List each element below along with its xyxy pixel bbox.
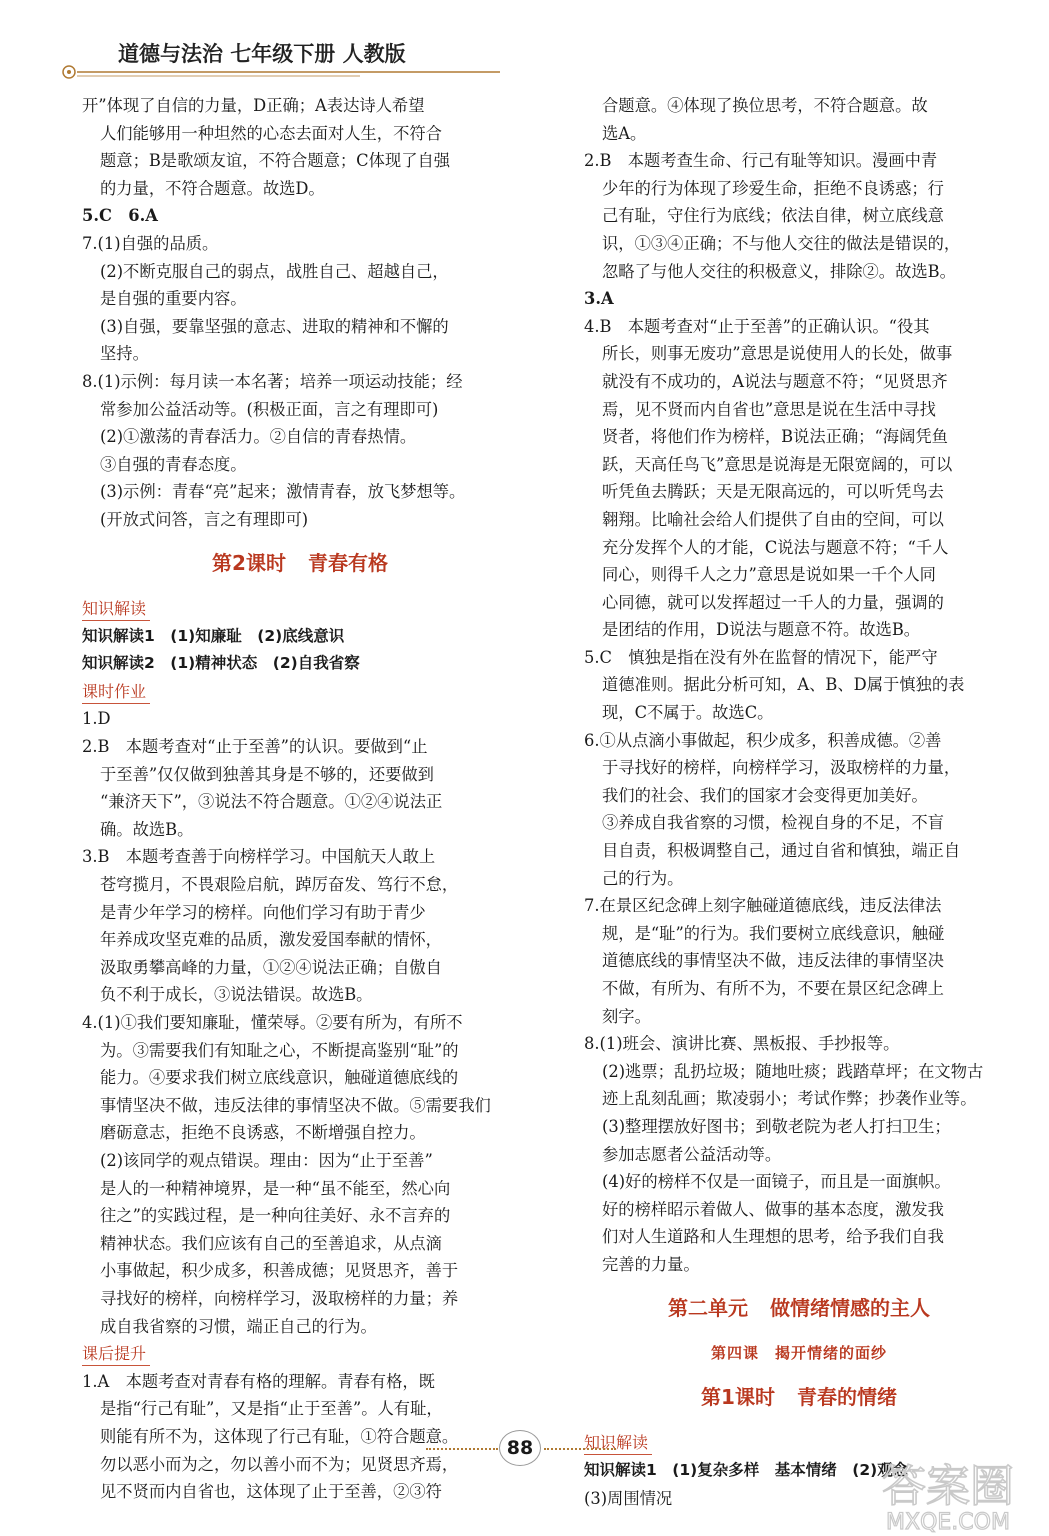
homework-line: 磨砺意志，拒绝不良诱惑，不断增强自控力。	[100, 1123, 426, 1143]
unit-heading-number: 第二单元	[668, 1295, 748, 1320]
answer-line: 所长，则事无废功”意思是说使用人的长处，做事	[602, 344, 953, 364]
homework-line: 年养成攻坚克难的品质，激发爱国奉献的情怀，	[100, 930, 442, 950]
homework-line: 是人的一种精神境界，是一种“虽不能至，然心向	[100, 1178, 451, 1198]
answer-line: 迹上乱刻乱画；欺凌弱小；考试作弊；抄袭作业等。	[602, 1089, 977, 1109]
header-title: 道德与法治 七年级下册 人教版	[118, 42, 406, 66]
page-header	[60, 38, 500, 78]
watermark-logo	[858, 1455, 1038, 1535]
lesson-heading-number: 第2课时	[212, 550, 286, 575]
right-column	[584, 92, 1014, 1512]
svg-text:MXQE.COM: MXQE.COM	[886, 1510, 1010, 1535]
answer-line: 规，是“耻”的行为。我们要树立底线意识，触碰	[602, 923, 945, 943]
answer-line: 就没有不成功的，A说法与题意不符；“见贤思齐	[602, 371, 948, 391]
answer-line: 听凭鱼去腾跃；天是无限高远的，可以听凭鸟去	[602, 482, 944, 502]
period-heading-title: 青春的情绪	[796, 1384, 897, 1409]
homework-line: 是青少年学习的榜样。向他们学习有助于青少	[100, 902, 426, 922]
answer-line: (2)逃票；乱扔垃圾；随地吐痰；践踏草坪；在文物古	[602, 1061, 984, 1081]
answer-line: (开放式问答，言之有理即可)	[100, 509, 309, 529]
answer-line: 现，C不属于。故选C。	[602, 703, 774, 723]
homework-line: 成自我省察的习惯，端正自己的行为。	[100, 1316, 377, 1336]
answer-line: (3)自强，要靠坚强的意志、进取的精神和不懈的	[100, 316, 449, 336]
lesson-heading-title: 青春有格	[307, 550, 388, 575]
knowledge-line: 知识解读1 (1)知廉耻 (2)底线意识	[82, 626, 345, 645]
answer-line: (2)不断克服自己的弱点，战胜自己、超越自己，	[100, 261, 449, 281]
footer-dots-right	[544, 1448, 616, 1450]
homework-line: 负不利于成长，③说法错误。故选B。	[100, 985, 373, 1005]
knowledge-tag: 知识解读	[82, 598, 150, 621]
answer-line: 7.(1)自强的品质。	[82, 233, 219, 253]
footer-dots-left	[426, 1448, 498, 1450]
header-decorative-rule	[60, 64, 500, 84]
answer-line: 道德底线的事情坚决不做，违反法律的事情坚决	[602, 951, 944, 971]
answer-line: 少年的行为体现了珍爱生命，拒绝不良诱惑；行	[602, 178, 944, 198]
homework-line: 4.(1)①我们要知廉耻，懂荣辱。②要有所为，有所不	[82, 1013, 463, 1032]
answer-line: 的力量，不符合题意。故选D。	[100, 178, 325, 198]
homework-line: 确。故选B。	[100, 819, 194, 839]
answer-line: 是团结的作用，D说法与题意不符。故选B。	[602, 620, 921, 640]
answer-line: 选A。	[602, 123, 647, 143]
answer-line: 2.B 本题考查生命、行己有耻等知识。漫画中青	[584, 151, 938, 171]
homework-line: 寻找好的榜样，向榜样学习，汲取榜样的力量；养	[100, 1288, 459, 1308]
answer-line: 跃，天高任鸟飞”意思是说海是无限宽阔的，可以	[602, 454, 953, 474]
page-number: 88	[499, 1430, 541, 1466]
answer-line: 己有耻，守住行为底线；依法自律，树立底线意	[602, 206, 944, 226]
unit-heading	[584, 1295, 1014, 1323]
period-heading	[584, 1384, 1014, 1412]
answer-line: (2)①激荡的青春活力。②自信的青春热情。	[100, 427, 417, 447]
homework-line: 2.B 本题考查对“止于至善”的认识。要做到“止	[82, 737, 428, 757]
answer-line: 常参加公益活动等。(积极正面，言之有理即可)	[100, 399, 439, 419]
after-class-line: 见不贤而内自省也，这体现了止于至善，②③符	[100, 1482, 442, 1502]
answer-line: 刻字。	[602, 1006, 651, 1026]
answer-line: 完善的力量。	[602, 1254, 700, 1274]
answer-line: (4)好的榜样不仅是一面镜子，而且是一面旗帜。	[602, 1172, 951, 1192]
answer-line: 不做，有所为、有所不为，不要在景区纪念碑上	[602, 979, 944, 998]
knowledge-line: 知识解读1 (1)复杂多样 基本情绪 (2)观念	[584, 1460, 909, 1479]
homework-line: 能力。④要求我们树立底线意识，触碰道德底线的	[100, 1068, 459, 1088]
answer-line: 5.C 6.A	[82, 206, 158, 226]
answer-line: 4.B 本题考查对“止于至善”的正确认识。“役其	[584, 316, 930, 336]
answer-line: 心同德，就可以发挥超过一千人的力量，强调的	[602, 592, 944, 612]
homework-line: 事情坚决不做，违反法律的事情坚决不做。⑤需要我们	[100, 1095, 491, 1115]
homework-line: 精神状态。我们应该有自己的至善追求，从点滴	[100, 1233, 442, 1253]
answer-line: 开”体现了自信的力量，D正确；A表达诗人希望	[82, 96, 425, 115]
homework-line: 小事做起，积少成多，积善成德；见贤思齐，善于	[100, 1261, 459, 1281]
answer-line: 识，①③④正确；不与他人交往的做法是错误的，	[602, 233, 961, 253]
homework-tag: 课时作业	[82, 681, 150, 704]
answer-line: 6.①从点滴小事做起，积少成多，积善成德。②善	[584, 730, 942, 750]
after-class-line: 是指“行己有耻”，又是指“止于至善”。人有耻，	[100, 1399, 443, 1419]
answer-line: 合题意。④体现了换位思考，不符合题意。故	[602, 96, 928, 115]
answer-line: 5.C 慎独是指在没有外在监督的情况下，能严守	[584, 647, 938, 667]
answer-line: 们对人生道路和人生理想的思考，给予我们自我	[602, 1227, 944, 1247]
answer-line: 忽略了与他人交往的积极意义，排除②。故选B。	[602, 261, 956, 281]
after-class-tag: 课后提升	[82, 1343, 150, 1366]
answer-line: 是自强的重要内容。	[100, 289, 247, 309]
answer-line: 翱翔。比喻社会给人们提供了自由的空间，可以	[602, 509, 944, 529]
answer-line: 参加志愿者公益活动等。	[602, 1144, 782, 1164]
answer-line: ③自强的青春态度。	[100, 454, 247, 474]
answer-line: (3)整理摆放好图书；到敬老院为老人打扫卫生；	[602, 1116, 951, 1136]
homework-line: 苍穹揽月，不畏艰险启航，踔厉奋发、笃行不怠，	[100, 875, 459, 895]
homework-line: 汲取勇攀高峰的力量，①②④说法正确；自傲自	[100, 957, 442, 977]
answer-line: 7.在景区纪念碑上刻字触碰道德底线，违反法律法	[584, 896, 942, 916]
unit-heading-title: 做情绪情感的主人	[770, 1295, 930, 1320]
answer-line: 题意；B是歌颂友谊，不符合题意；C体现了自强	[100, 151, 451, 171]
answer-line: 于寻找好的榜样，向榜样学习，汲取榜样的力量，	[602, 758, 961, 778]
homework-line: (2)该同学的观点错误。理由：因为“止于至善”	[100, 1150, 433, 1170]
knowledge-line: 知识解读2 (1)精神状态 (2)自我省察	[82, 654, 360, 673]
answer-line: 我们的社会、我们的国家才会变得更加美好。	[602, 785, 928, 805]
after-class-line: 1.A 本题考查对青春有格的理解。青春有格，既	[82, 1371, 435, 1391]
answer-line: (3)示例：青春“亮”起来；激情青春，放飞梦想等。	[100, 482, 466, 502]
knowledge-line: (3)周围情况	[584, 1488, 673, 1508]
answer-line: 3.A	[584, 289, 614, 309]
homework-line: 3.B 本题考查善于向榜样学习。中国航天人敢上	[82, 847, 436, 867]
homework-line: 1.D	[82, 709, 111, 729]
left-column	[82, 92, 518, 1506]
answer-line: 8.(1)示例：每月读一本名著；培养一项运动技能；经	[82, 371, 463, 391]
answer-line: ③养成自我省察的习惯，检视自身的不足，不盲	[602, 813, 944, 833]
answer-line: 好的榜样昭示着做人、做事的基本态度，激发我	[602, 1199, 944, 1219]
answer-line: 人们能够用一种坦然的心态去面对人生，不符合	[100, 123, 442, 143]
answer-line: 焉，见不贤而内自省也”意思是说在生活中寻找	[602, 399, 936, 419]
answer-line: 己的行为。	[602, 868, 684, 888]
lesson-subheading: 第四课 揭开情绪的面纱	[710, 1344, 887, 1363]
homework-line: “兼济天下”，③说法不符合题意。①②④说法正	[100, 792, 443, 812]
homework-line: 往之”的实践过程，是一种向往美好、永不言弃的	[100, 1206, 451, 1226]
answer-line: 道德准则。据此分析可知，A、B、D属于慎独的表	[602, 675, 965, 695]
knowledge-tag: 知识解读	[584, 1432, 652, 1455]
lesson-heading	[82, 550, 518, 578]
answer-line: 同心，则得千人之力”意思是说如果一千个人同	[602, 565, 936, 585]
answer-line: 贤者，将他们作为榜样，B说法正确；“海阔凭鱼	[602, 427, 948, 447]
homework-line: 为。③需要我们有知耻之心，不断提高鉴别“耻”的	[100, 1040, 459, 1060]
after-class-line: 则能有所不为，这体现了行己有耻，①符合题意。	[100, 1426, 459, 1446]
answer-line: 目自责，积极调整自己，通过自省和慎独，端正自	[602, 841, 961, 861]
answer-line: 充分发挥个人的才能，C说法与题意不符；“千人	[602, 537, 949, 557]
answer-line: 8.(1)班会、演讲比赛、黑板报、手抄报等。	[584, 1034, 900, 1054]
answer-line: 坚持。	[100, 344, 149, 364]
after-class-line: 勿以恶小而为之，勿以善小而不为；见贤思齐焉，	[100, 1454, 459, 1474]
page-footer	[420, 1428, 620, 1468]
homework-line: 于至善”仅仅做到独善其身是不够的，还要做到	[100, 764, 434, 784]
period-heading-number: 第1课时	[701, 1384, 775, 1409]
svg-text:答案圈: 答案圈	[882, 1461, 1014, 1512]
